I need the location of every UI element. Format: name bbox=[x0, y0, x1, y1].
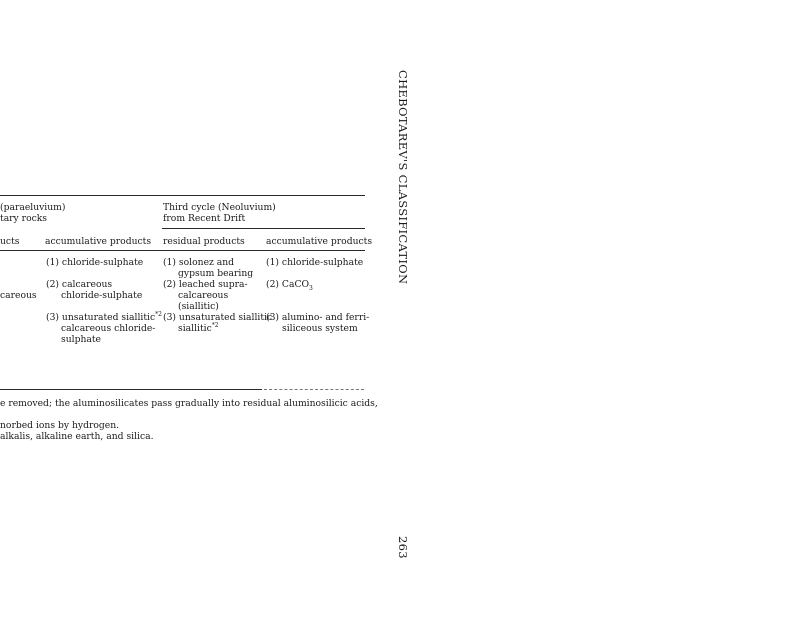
table-top-rule bbox=[0, 195, 365, 196]
page-number: 263 bbox=[396, 536, 410, 559]
col-header-accumulative-second: accumulative products bbox=[45, 236, 152, 247]
footnote-mark: *2 bbox=[211, 321, 219, 329]
footnote-line-3: alkalis, alkaline earth, and silica. bbox=[0, 431, 154, 442]
col-header-residual-second: ucts bbox=[0, 236, 20, 247]
third-cycle-heading: Third cycle (Neoluvium) bbox=[163, 202, 276, 213]
second-accum-2-line2: chloride-sulphate bbox=[61, 290, 143, 301]
second-accum-3-line3: sulphate bbox=[61, 334, 101, 345]
third-cycle-subheading: from Recent Drift bbox=[163, 213, 246, 224]
subscript: 3 bbox=[309, 284, 313, 292]
third-resid-2-line2: calcareous bbox=[178, 290, 229, 301]
second-cycle-heading: (paraeluvium) bbox=[0, 202, 66, 213]
second-accum-3-line1: (3) unsaturated siallitic$^{*2}$ bbox=[46, 310, 162, 323]
third-accum-3-line1: (3) alumino- and ferri- bbox=[266, 312, 370, 323]
second-residual-2: careous bbox=[0, 290, 37, 301]
third-resid-2-line1: (2) leached supra- bbox=[163, 279, 248, 290]
second-accum-2-line1: (2) calcareous bbox=[46, 279, 113, 290]
third-cycle-heading-rule bbox=[162, 228, 365, 229]
second-accum-1: (1) chloride-sulphate bbox=[46, 257, 144, 268]
third-resid-3-line1: (3) unsaturated siallitic bbox=[163, 312, 273, 323]
table-bottom-rule-tail bbox=[264, 389, 364, 390]
third-resid-2-line3: (siallitic) bbox=[178, 301, 219, 312]
running-head: CHEBOTAREV'S CLASSIFICATION bbox=[396, 70, 410, 285]
third-resid-3-line2: siallitic$^{*2}$ bbox=[178, 321, 219, 334]
col-header-accumulative-third: accumulative products bbox=[266, 236, 373, 247]
footnote-line-2: norbed ions by hydrogen. bbox=[0, 420, 120, 431]
third-resid-1-line1: (1) solonez and bbox=[163, 257, 235, 268]
third-accum-1: (1) chloride-sulphate bbox=[266, 257, 364, 268]
footnote-mark: *2 bbox=[155, 310, 162, 318]
footnote-line-1: e removed; the aluminosilicates pass gradually into residual aluminosilicic acids, bbox=[0, 398, 378, 409]
second-cycle-subheading: tary rocks bbox=[0, 213, 48, 224]
table-bottom-rule bbox=[0, 389, 262, 390]
third-accum-2: (2) CaCO$_3$ bbox=[266, 279, 313, 292]
third-accum-3-line2: siliceous system bbox=[282, 323, 358, 334]
second-accum-3-line2: calcareous chloride- bbox=[61, 323, 156, 334]
col-header-residual-third: residual products bbox=[163, 236, 245, 247]
third-resid-1-line2: gypsum bearing bbox=[178, 268, 254, 279]
column-heading-rule bbox=[0, 250, 365, 251]
